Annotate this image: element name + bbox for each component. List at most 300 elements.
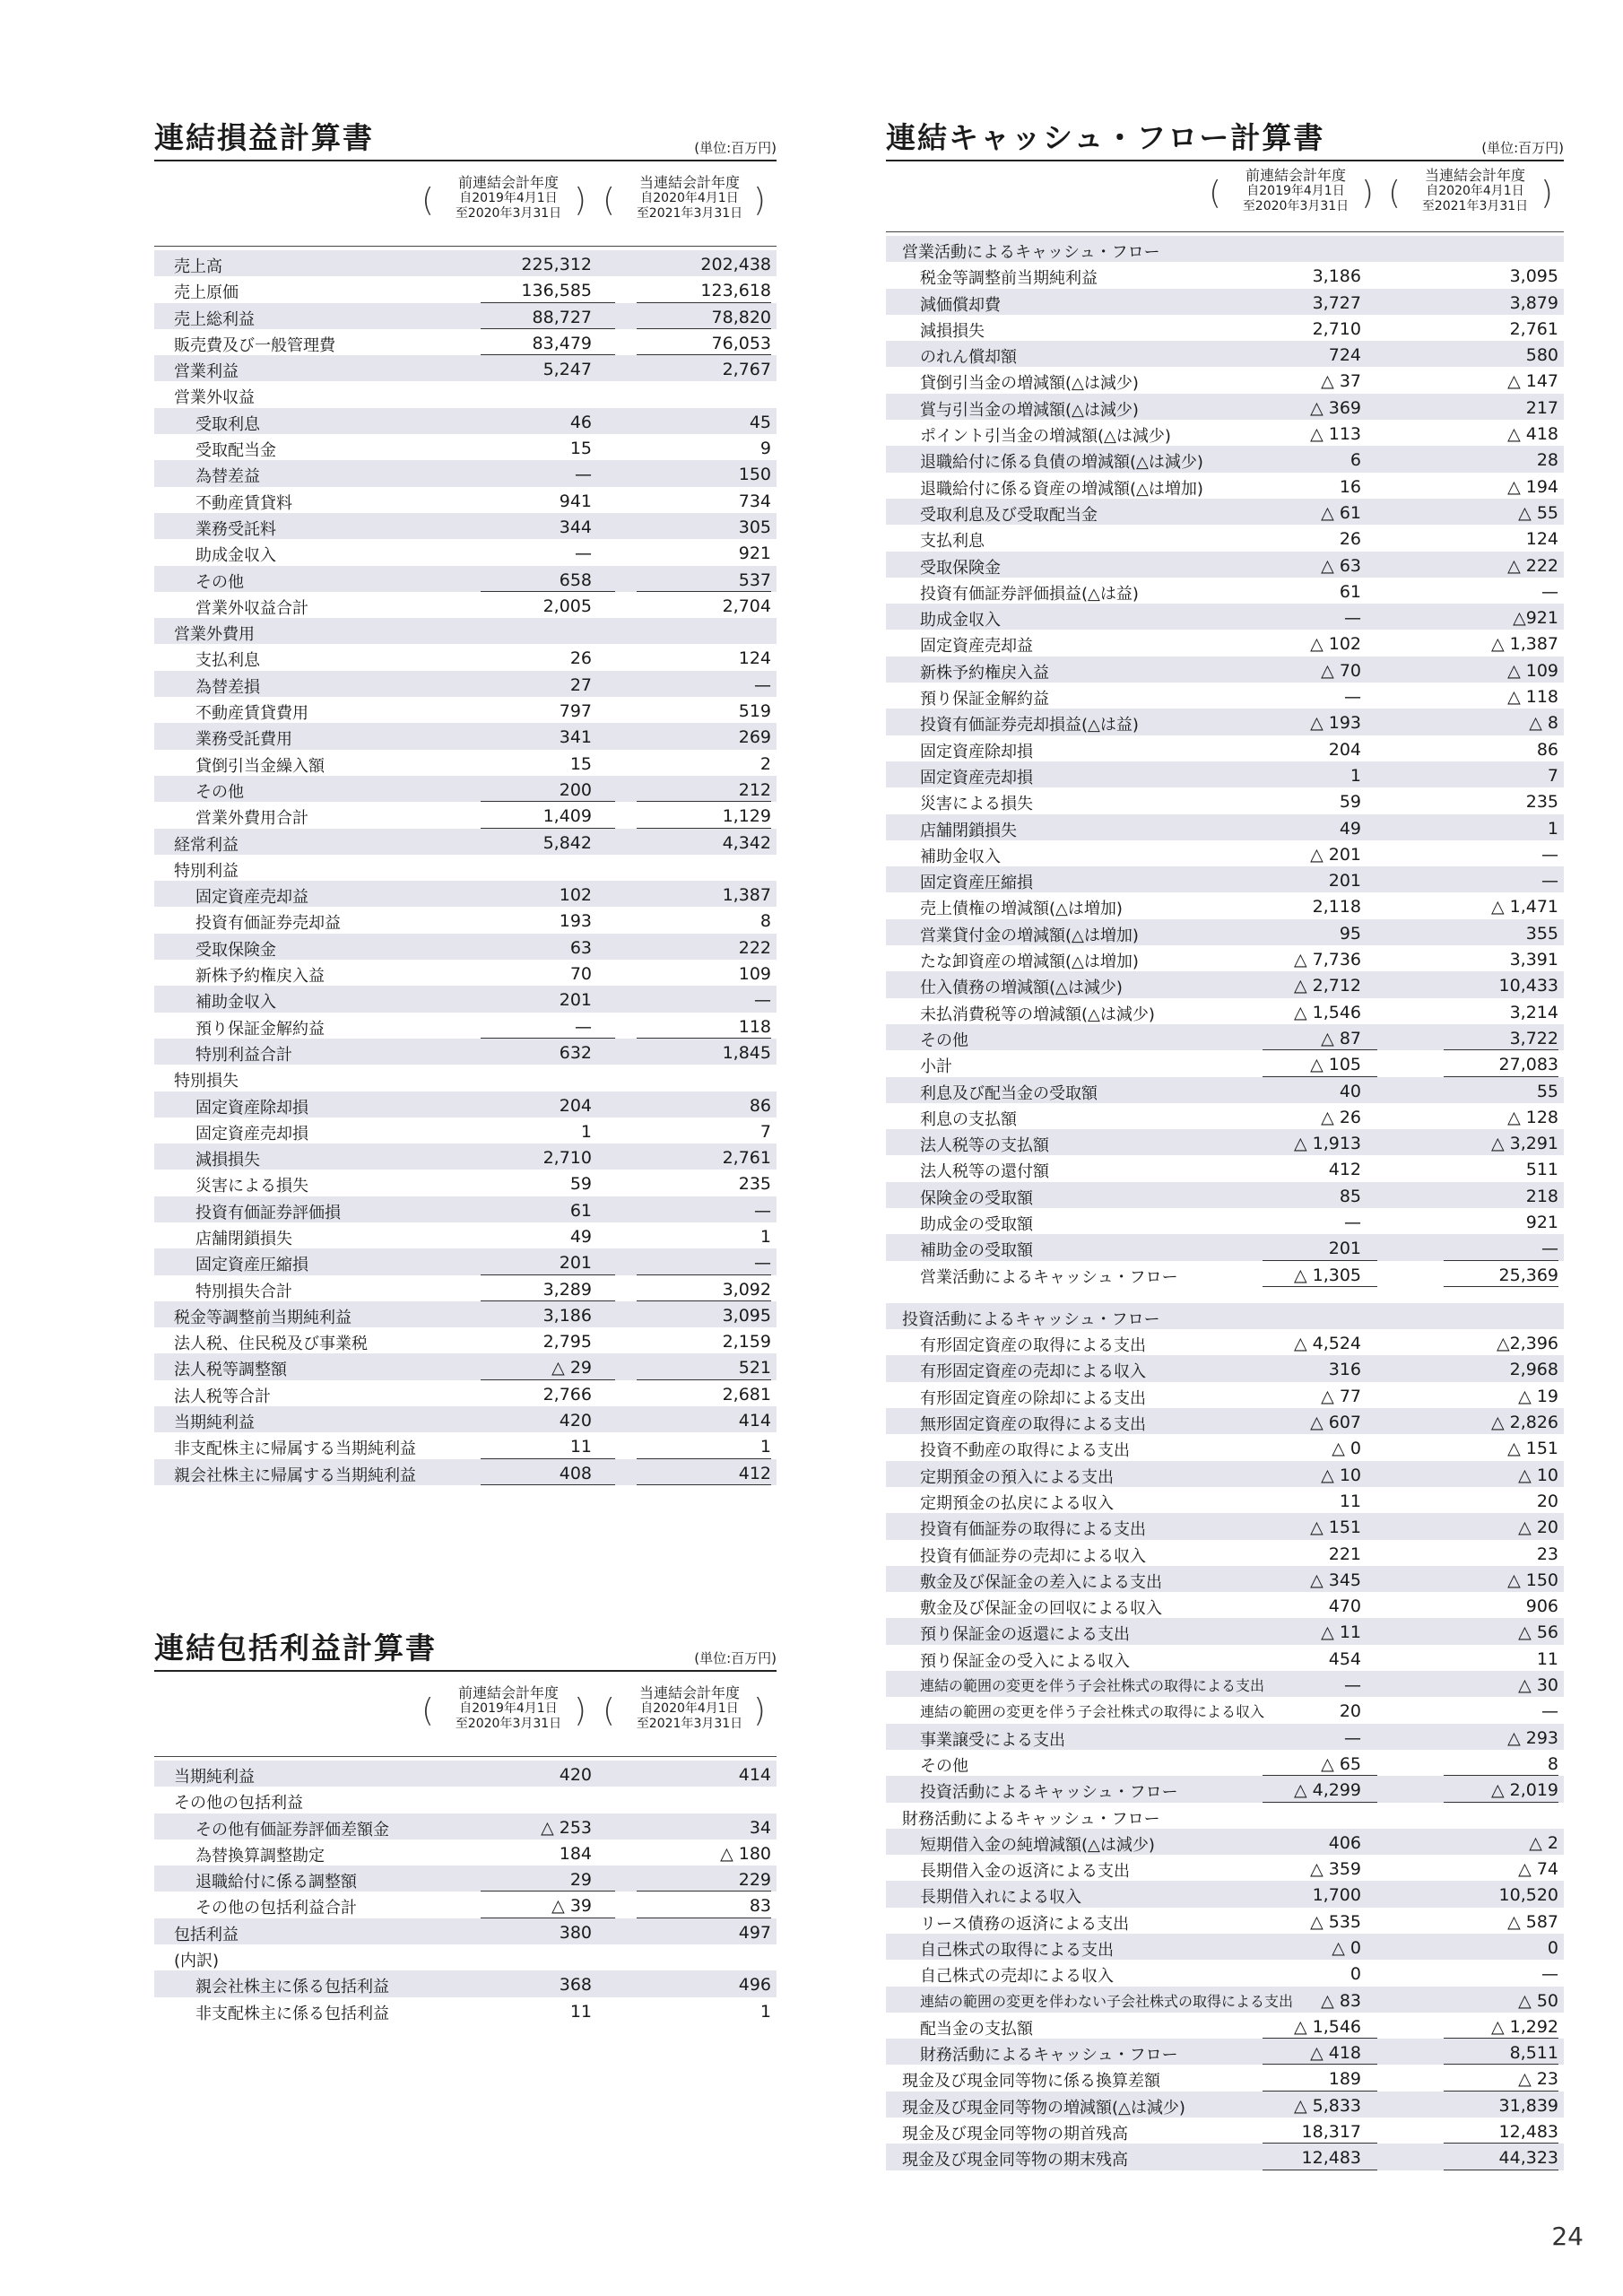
curr-year-value: 921 — [738, 544, 771, 564]
curr-year-value: 2,761 — [1509, 318, 1558, 339]
page-number: 24 — [1551, 2222, 1584, 2251]
table-row — [154, 1170, 777, 1196]
prev-period-header: 前連結会計年度 自2019年4月1日 至2020年3月31日 — [1242, 167, 1350, 213]
table-row — [886, 1881, 1564, 1907]
row-label: 補助金の受取額 — [920, 1241, 1033, 1261]
row-label: 営業外収益合計 — [195, 598, 308, 618]
table-row — [886, 420, 1564, 446]
table-row — [154, 250, 777, 276]
row-label: 助成金収入 — [920, 611, 1001, 631]
row-label: 為替差損 — [195, 677, 260, 697]
prev-year-value: 797 — [559, 701, 592, 722]
table-row — [886, 840, 1564, 866]
prev-year-value: 420 — [559, 1765, 592, 1785]
table-row — [886, 1050, 1564, 1076]
row-label: 配当金の支払額 — [920, 2019, 1033, 2039]
row-label: 賞与引当金の増減額(△は減少) — [920, 400, 1139, 420]
curr-year-value: 150 — [738, 465, 771, 485]
row-label: 連結の範囲の変更を伴う子会社株式の取得による支出 — [920, 1677, 1265, 1695]
table-row — [886, 315, 1564, 341]
row-label: 投資有価証券売却益 — [195, 914, 341, 934]
curr-year-value: 1,387 — [722, 885, 771, 906]
curr-year-value: △ 10 — [1518, 1465, 1558, 1485]
curr-year-value: △ 151 — [1507, 1439, 1558, 1459]
table-row — [886, 289, 1564, 315]
prev-year-value: △ 4,524 — [1293, 1334, 1361, 1354]
curr-year-value: 3,879 — [1509, 292, 1558, 313]
table-row — [154, 1013, 777, 1039]
row-label: 受取利息及び受取配当金 — [920, 505, 1098, 525]
curr-year-value: 222 — [738, 937, 771, 958]
table-row — [886, 1645, 1564, 1671]
prev-year-value: 3,186 — [1312, 266, 1361, 287]
row-label: 有形固定資産の取得による支出 — [920, 1336, 1146, 1356]
curr-year-value: △ 194 — [1507, 476, 1558, 497]
curr-year-value: — — [1541, 581, 1558, 602]
curr-year-value: 124 — [738, 648, 771, 669]
prev-year-value: 420 — [559, 1411, 592, 1431]
table-row — [886, 1234, 1564, 1260]
prev-year-value: 11 — [569, 2001, 592, 2022]
curr-year-value: 7 — [1547, 765, 1558, 786]
curr-year-value: 8 — [1547, 1753, 1558, 1774]
row-label: 固定資産除却損 — [195, 1098, 308, 1118]
row-label: リース債務の返済による支出 — [920, 1914, 1130, 1934]
table-row — [886, 1208, 1564, 1234]
table-row — [886, 1129, 1564, 1155]
row-label: その他 — [920, 1031, 968, 1050]
prev-year-value: 454 — [1328, 1648, 1361, 1669]
row-label: 受取利息 — [195, 414, 260, 434]
table-row — [154, 513, 777, 539]
curr-year-value: 25,369 — [1498, 1265, 1558, 1285]
curr-year-value: △ 19 — [1518, 1386, 1558, 1406]
prev-year-value: — — [575, 465, 592, 485]
table-row — [886, 1355, 1564, 1381]
table-row — [886, 1540, 1564, 1566]
prev-year-value: △ 5,833 — [1293, 2095, 1361, 2116]
prev-year-value: 2,118 — [1312, 897, 1361, 918]
table-row — [886, 2065, 1564, 2091]
curr-year-value: 1 — [759, 1226, 771, 1247]
prev-year-value: 5,247 — [542, 360, 592, 380]
prev-year-value: △ 253 — [541, 1817, 592, 1838]
section-gap — [886, 1287, 1564, 1303]
prev-year-value: 341 — [559, 727, 592, 748]
curr-year-value: 235 — [1525, 792, 1558, 813]
prev-year-value: 408 — [559, 1463, 592, 1483]
curr-year-value: △ 74 — [1518, 1859, 1558, 1880]
row-label: 財務活動によるキャッシュ・フロー — [902, 1809, 1160, 1829]
row-label: 支払利息 — [195, 651, 260, 671]
prev-year-value: 2,710 — [542, 1148, 592, 1169]
curr-year-value: 7 — [759, 1121, 771, 1142]
curr-year-value: △ 20 — [1518, 1518, 1558, 1538]
curr-year-value: 2,681 — [722, 1384, 771, 1405]
prev-year-value: — — [1344, 608, 1361, 629]
prev-year-value: 18,317 — [1301, 2122, 1361, 2143]
row-label: 補助金収入 — [195, 993, 276, 1013]
row-label: 法人税等調整額 — [174, 1361, 287, 1380]
income-statement-unit: (単位:百万円) — [694, 140, 777, 156]
curr-year-value: △ 23 — [1518, 2069, 1558, 2090]
table-row — [886, 473, 1564, 499]
row-label: 特別利益 — [174, 861, 239, 881]
table-row — [154, 487, 777, 513]
prev-year-value: 3,727 — [1312, 292, 1361, 313]
row-label: 当期純利益 — [174, 1413, 255, 1433]
table-row — [154, 1918, 777, 1944]
curr-year-value: 2,767 — [722, 360, 771, 380]
table-row — [154, 1091, 777, 1118]
row-label: 売上総利益 — [174, 309, 255, 329]
prev-year-value: △ 37 — [1321, 371, 1361, 392]
row-label: 退職給付に係る調整額 — [195, 1873, 357, 1892]
curr-year-value: 45 — [749, 412, 771, 432]
row-label: 現金及び現金同等物の期首残高 — [902, 2125, 1128, 2144]
prev-year-value: 3,186 — [542, 1305, 592, 1326]
table-row — [886, 1303, 1564, 1329]
table-row — [886, 1987, 1564, 2013]
row-label: 有形固定資産の売却による収入 — [920, 1362, 1146, 1382]
row-label: 短期借入金の純増減額(△は減少) — [920, 1835, 1155, 1855]
prev-year-value: 88,727 — [532, 307, 592, 327]
row-label: 親会社株主に帰属する当期純利益 — [174, 1465, 416, 1485]
prev-year-value: △ 1,546 — [1293, 2016, 1361, 2037]
curr-year-value: △ 1,292 — [1490, 2016, 1558, 2037]
table-row — [154, 855, 777, 881]
curr-year-value: 212 — [738, 779, 771, 800]
row-label: 特別損失合計 — [195, 1282, 292, 1301]
row-label: 投資活動によるキャッシュ・フロー — [902, 1309, 1160, 1329]
table-row — [154, 1039, 777, 1065]
table-row — [154, 960, 777, 986]
table-row — [886, 945, 1564, 971]
prev-year-value: 49 — [1339, 818, 1361, 839]
curr-year-value: 1,129 — [722, 806, 771, 827]
prev-year-value: 46 — [569, 412, 592, 432]
table-row — [886, 341, 1564, 367]
curr-year-value: 2,761 — [722, 1148, 771, 1169]
row-label: 預り保証金の返還による支出 — [920, 1625, 1130, 1645]
curr-year-value: 3,095 — [722, 1305, 771, 1326]
row-label: 未払消費税等の増減額(△は減少) — [920, 1004, 1155, 1024]
table-row — [886, 866, 1564, 892]
row-label: 投資有価証券の取得による支出 — [920, 1520, 1146, 1540]
prev-year-value: 204 — [1328, 739, 1361, 760]
table-row — [154, 1118, 777, 1144]
table-row — [154, 934, 777, 960]
row-label: 法人税等の還付額 — [920, 1162, 1049, 1182]
row-label: その他 — [195, 782, 244, 802]
curr-year-value: 4,342 — [722, 832, 771, 853]
prev-year-value: 6 — [1350, 450, 1361, 471]
row-label: 連結の範囲の変更を伴わない子会社株式の取得による支出 — [920, 1992, 1294, 2010]
curr-year-value: 31,839 — [1498, 2095, 1558, 2116]
table-row — [886, 998, 1564, 1024]
prev-year-value: 221 — [1328, 1544, 1361, 1564]
table-row — [886, 1697, 1564, 1723]
table-row — [154, 644, 777, 670]
table-row — [154, 776, 777, 802]
prev-year-value: 658 — [559, 570, 592, 590]
prev-year-value: 40 — [1339, 1081, 1361, 1101]
table-row — [886, 709, 1564, 735]
curr-year-value: 496 — [738, 1975, 771, 1996]
curr-year-value: 78,820 — [711, 307, 771, 327]
row-label: 自己株式の売却による収入 — [920, 1967, 1114, 1987]
prev-year-value: — — [1344, 1212, 1361, 1232]
row-label: 減損損失 — [195, 1151, 260, 1170]
curr-year-value: 305 — [738, 517, 771, 537]
row-label: 不動産賃貸費用 — [195, 704, 308, 724]
table-row — [886, 604, 1564, 630]
curr-year-value: △ 1,387 — [1490, 634, 1558, 655]
row-label: 固定資産除却損 — [920, 742, 1033, 761]
curr-year-value: 9 — [759, 439, 771, 459]
prev-year-value: — — [1344, 687, 1361, 708]
row-label: 営業利益 — [174, 362, 239, 382]
curr-year-value: 11 — [1536, 1648, 1558, 1669]
table-row — [886, 761, 1564, 787]
curr-year-value: △ 418 — [1507, 424, 1558, 445]
prev-year-value: △ 0 — [1332, 1439, 1361, 1459]
prev-year-value: 61 — [569, 1200, 592, 1221]
curr-year-value: 3,092 — [722, 1279, 771, 1300]
prev-year-value: 70 — [569, 964, 592, 985]
curr-year-value: — — [1541, 1964, 1558, 1985]
table-row — [886, 735, 1564, 761]
prev-year-value: 5,842 — [542, 832, 592, 853]
table-row — [154, 671, 777, 697]
row-label: ポイント引当金の増減額(△は減少) — [920, 427, 1171, 447]
curr-year-value: △ 587 — [1507, 1911, 1558, 1932]
prev-year-value: 1,700 — [1312, 1885, 1361, 1906]
comprehensive-income-unit: (単位:百万円) — [694, 1650, 777, 1666]
prev-year-value: 1 — [580, 1121, 592, 1142]
curr-year-value: — — [754, 1253, 771, 1274]
table-row — [886, 1434, 1564, 1460]
row-label: 新株予約権戻入益 — [920, 663, 1049, 683]
table-row — [886, 1329, 1564, 1355]
row-label: 売上原価 — [174, 283, 239, 303]
row-label: 減価償却費 — [920, 295, 1001, 315]
prev-year-value: △ 105 — [1310, 1055, 1361, 1075]
prev-year-value: 1,409 — [542, 806, 592, 827]
row-label: 敷金及び保証金の回収による収入 — [920, 1599, 1162, 1619]
curr-year-value: 355 — [1525, 923, 1558, 944]
row-label: 敷金及び保証金の差入による支出 — [920, 1572, 1162, 1592]
row-label: 非支配株主に帰属する当期純利益 — [174, 1439, 416, 1459]
curr-year-value: 83 — [749, 1896, 771, 1917]
curr-year-value: 519 — [738, 701, 771, 722]
table-row — [154, 381, 777, 407]
prev-year-value: △ 345 — [1310, 1570, 1361, 1590]
curr-period-header: 当連結会計年度 自2020年4月1日 至2021年3月31日 — [636, 1684, 743, 1731]
table-row — [886, 1908, 1564, 1934]
curr-year-value: — — [1541, 844, 1558, 865]
row-label: 利息及び配当金の受取額 — [920, 1083, 1098, 1103]
row-label: 投資有価証券売却損益(△は益) — [920, 716, 1139, 735]
table-row — [154, 1222, 777, 1248]
table-row — [886, 1382, 1564, 1408]
table-row — [154, 1144, 777, 1170]
table-row — [154, 329, 777, 355]
row-label: 店舗閉鎖損失 — [920, 821, 1017, 840]
prev-year-value: 95 — [1339, 923, 1361, 944]
table-row — [886, 1155, 1564, 1181]
curr-year-value: 0 — [1547, 1938, 1558, 1958]
curr-year-value: — — [1541, 871, 1558, 891]
curr-year-value: 921 — [1525, 1212, 1558, 1232]
curr-year-value: 202,438 — [700, 255, 771, 274]
curr-year-value: 12,483 — [1498, 2122, 1558, 2143]
prev-year-value: △ 369 — [1310, 397, 1361, 418]
curr-year-value: 3,722 — [1509, 1028, 1558, 1048]
curr-year-value: 217 — [1525, 397, 1558, 418]
curr-year-value: 2,704 — [722, 596, 771, 616]
table-row — [154, 1196, 777, 1222]
income-statement-column-header: 前連結会計年度 自2019年4月1日 至2020年3月31日 ( ) 当連結会計年度 自2020年4月1日 至2021年3月31日 ( ) — [154, 161, 777, 247]
table-row — [886, 630, 1564, 656]
curr-year-value: 109 — [738, 964, 771, 985]
row-label: 当期純利益 — [174, 1768, 255, 1787]
table-row — [886, 1724, 1564, 1750]
prev-year-value: △ 2,712 — [1293, 976, 1361, 996]
prev-year-value: 941 — [559, 491, 592, 511]
prev-year-value: 200 — [559, 779, 592, 800]
curr-year-value: 76,053 — [711, 333, 771, 353]
table-row — [154, 1970, 777, 1996]
curr-year-value: 229 — [738, 1870, 771, 1891]
curr-year-value: 8,511 — [1509, 2043, 1558, 2064]
table-row — [154, 1944, 777, 1970]
row-label: 税金等調整前当期純利益 — [920, 269, 1098, 289]
row-label: 長期借入金の返済による支出 — [920, 1862, 1130, 1882]
curr-year-value: 235 — [738, 1174, 771, 1195]
table-row — [886, 1671, 1564, 1697]
prev-year-value: △ 26 — [1321, 1107, 1361, 1127]
curr-year-value: 497 — [738, 1922, 771, 1943]
cash-flow-unit: (単位:百万円) — [1481, 140, 1564, 156]
curr-year-value: — — [1541, 1701, 1558, 1722]
table-row — [886, 1803, 1564, 1829]
table-row — [886, 1829, 1564, 1855]
curr-year-value: △ 109 — [1507, 660, 1558, 681]
income-statement-title: 連結損益計算書 — [154, 120, 374, 155]
prev-year-value: 26 — [1339, 529, 1361, 550]
comprehensive-income-table — [154, 1761, 777, 2023]
row-label: 営業活動によるキャッシュ・フロー — [920, 1267, 1178, 1287]
curr-year-value: 580 — [1525, 345, 1558, 366]
table-row — [886, 2039, 1564, 2065]
table-row — [154, 1380, 777, 1406]
table-row — [154, 1813, 777, 1839]
prev-year-value: 1 — [1350, 765, 1361, 786]
table-row — [154, 1892, 777, 1918]
table-row — [154, 802, 777, 828]
prev-year-value: △ 87 — [1321, 1028, 1361, 1048]
prev-year-value: 184 — [559, 1843, 592, 1864]
prev-year-value: 15 — [569, 439, 592, 459]
row-label: のれん償却額 — [920, 348, 1017, 368]
prev-year-value: △ 29 — [551, 1358, 592, 1378]
table-row — [886, 1461, 1564, 1487]
curr-year-value: 412 — [738, 1463, 771, 1483]
table-row — [154, 1065, 777, 1091]
curr-year-value: — — [754, 674, 771, 695]
curr-year-value: 118 — [738, 1016, 771, 1037]
prev-year-value: △ 535 — [1310, 1911, 1361, 1932]
curr-year-value: 2 — [759, 753, 771, 774]
row-label: その他 — [920, 1756, 968, 1776]
table-row — [886, 2144, 1564, 2170]
curr-year-value: — — [754, 1200, 771, 1221]
cash-flow-title: 連結キャッシュ・フロー計算書 — [886, 120, 1325, 155]
curr-year-value: 124 — [1525, 529, 1558, 550]
prev-year-value: △ 102 — [1310, 634, 1361, 655]
table-row — [154, 723, 777, 749]
curr-year-value: — — [754, 990, 771, 1011]
row-label: たな卸資産の増減額(△は増加) — [920, 952, 1139, 972]
row-label: 販売費及び一般管理費 — [174, 335, 335, 355]
table-row — [886, 814, 1564, 840]
prev-year-value: 344 — [559, 517, 592, 537]
row-label: 法人税等の支払額 — [920, 1136, 1049, 1156]
prev-year-value: 225,312 — [521, 255, 592, 274]
curr-year-value: △ 1,471 — [1490, 897, 1558, 918]
curr-year-value: 414 — [738, 1411, 771, 1431]
row-label: 貸倒引当金の増減額(△は減少) — [920, 374, 1139, 394]
row-label: 業務受託費用 — [195, 730, 292, 750]
curr-period-header: 当連結会計年度 自2020年4月1日 至2021年3月31日 — [1421, 167, 1529, 213]
prev-year-value: 102 — [559, 885, 592, 906]
row-label: 助成金の受取額 — [920, 1214, 1033, 1234]
table-row — [154, 566, 777, 592]
curr-year-value: △ 2,019 — [1490, 1780, 1558, 1801]
table-row — [886, 499, 1564, 525]
table-row — [154, 1839, 777, 1866]
prev-year-value: 380 — [559, 1922, 592, 1943]
row-label: 投資有価証券評価損 — [195, 1203, 341, 1222]
curr-year-value: 1 — [1547, 818, 1558, 839]
table-row — [886, 578, 1564, 604]
table-row — [886, 1261, 1564, 1287]
subtotal-rule — [1263, 1286, 1377, 1287]
table-row — [154, 1301, 777, 1327]
row-label: その他有価証券評価差額金 — [195, 1820, 389, 1839]
prev-year-value: 2,005 — [542, 596, 592, 616]
table-row — [886, 1855, 1564, 1881]
table-row — [154, 829, 777, 855]
prev-year-value: △ 65 — [1321, 1753, 1361, 1774]
row-label: 減損損失 — [920, 321, 985, 341]
prev-year-value: 59 — [1339, 792, 1361, 813]
table-row — [154, 1787, 777, 1813]
row-label: 受取配当金 — [195, 441, 276, 461]
row-label: 財務活動によるキャッシュ・フロー — [920, 2046, 1178, 2066]
curr-year-value: 10,520 — [1498, 1885, 1558, 1906]
row-label: 新株予約権戻入益 — [195, 967, 325, 987]
table-row — [886, 1408, 1564, 1434]
curr-year-value: 123,618 — [700, 281, 771, 301]
table-row — [886, 1750, 1564, 1776]
table-row — [886, 2118, 1564, 2144]
prev-year-value: 632 — [559, 1042, 592, 1063]
table-row — [154, 1866, 777, 1892]
table-row — [886, 1024, 1564, 1050]
income-statement-table — [154, 250, 777, 1485]
